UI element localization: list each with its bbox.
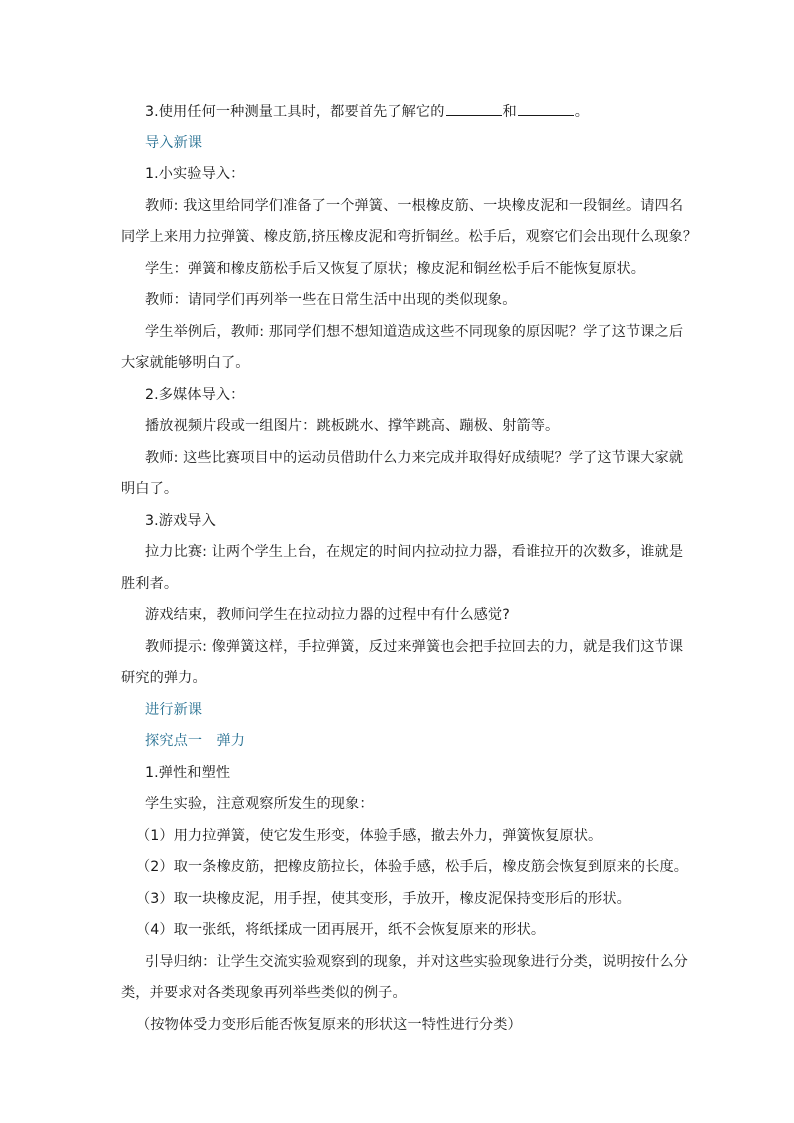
explore-heading: 探究点一 弹力 — [145, 733, 246, 749]
paragraph: 引导归纳：让学生交流实验观察到的现象，并对这些实验现象进行分类，说明按什么分 — [145, 954, 688, 970]
paragraph: 胜利者。 — [121, 576, 179, 592]
question-3 — [145, 101, 589, 122]
paragraph: 明白了。 — [121, 481, 179, 497]
answer-blank-2[interactable] — [518, 101, 574, 116]
list-item: （1）用力拉弹簧，使它发生形变，体验手感，撤去外力，弹簧恢复原状。 — [136, 828, 603, 844]
answer-blank-1[interactable] — [446, 101, 502, 116]
note: （按物体受力变形后能否恢复原来的形状这一特性进行分类） — [136, 1017, 522, 1033]
paragraph: 学生：弹簧和橡皮筋松手后又恢复了原状；橡皮泥和铜丝松手后不能恢复原状。 — [145, 261, 646, 277]
question-3-text: 3.使用任何一种测量工具时，都要首先了解它的 — [145, 104, 445, 120]
paragraph: 同学上来用力拉弹簧、橡皮筋,挤压橡皮泥和弯折铜丝。松手后，观察它们会出现什么现象？ — [121, 229, 698, 245]
new-lesson-heading: 进行新课 — [145, 702, 203, 718]
paragraph: 研究的弹力。 — [121, 670, 207, 686]
intro1-title: 1.小实验导入： — [145, 166, 245, 182]
paragraph: 教师：请同学们再列举一些在日常生活中出现的类似现象。 — [145, 292, 517, 308]
intro3-title: 3.游戏导入 — [145, 513, 216, 529]
question-3-connector: 和 — [502, 104, 517, 120]
question-3-end: 。 — [574, 104, 590, 120]
paragraph: 大家就能够明白了。 — [121, 355, 250, 371]
intro-heading: 导入新课 — [145, 135, 203, 151]
section1-title: 1.弹性和塑性 — [145, 765, 231, 781]
list-item: （4）取一张纸，将纸揉成一团再展开，纸不会恢复原来的形状。 — [136, 922, 546, 938]
paragraph: 类，并要求对各类现象再列举些类似的例子。 — [121, 985, 407, 1001]
list-item: （3）取一块橡皮泥，用手捏，使其变形，手放开，橡皮泥保持变形后的形状。 — [136, 891, 631, 907]
paragraph: 教师提示: 像弹簧这样，手拉弹簧，反过来弹簧也会把手拉回去的力，就是我们这节课 — [145, 639, 684, 655]
paragraph: 教师: 这些比赛项目中的运动员借助什么力来完成并取得好成绩呢？学了这节课大家就 — [145, 450, 684, 466]
paragraph: 教师: 我这里给同学们准备了一个弹簧、一根橡皮筋、一块橡皮泥和一段铜丝。请四名 — [145, 198, 684, 214]
paragraph: 拉力比赛: 让两个学生上台，在规定的时间内拉动拉力器，看谁拉开的次数多，谁就是 — [145, 544, 684, 560]
paragraph: 学生举例后，教师: 那同学们想不想知道造成这些不同现象的原因呢？学了这节课之后 — [145, 324, 684, 340]
paragraph: 播放视频片段或一组图片：跳板跳水、撑竿跳高、蹦极、射箭等。 — [145, 418, 560, 434]
paragraph: 游戏结束，教师问学生在拉动拉力器的过程中有什么感觉? — [145, 607, 510, 623]
intro2-title: 2.多媒体导入： — [145, 387, 245, 403]
paragraph: 学生实验，注意观察所发生的现象： — [145, 796, 374, 812]
list-item: （2）取一条橡皮筋，把橡皮筋拉长，体验手感，松手后，橡皮筋会恢复到原来的长度。 — [136, 859, 689, 875]
